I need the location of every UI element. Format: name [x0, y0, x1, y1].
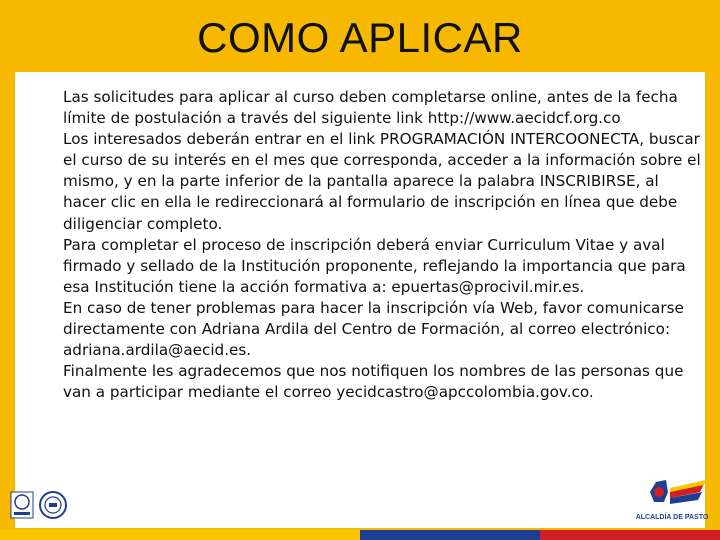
- flag-stripe: [0, 530, 720, 540]
- paragraph-3: Para completar el proceso de inscripción deberá enviar Curriculum Vitae y aval firmado y sellado de la Institución proponente, reflejando la importancia que para esa Institución tiene la acción formativa a: epuertas@procivil.mir.es.: [63, 235, 686, 296]
- paragraph-2: Los interesados deberán entrar en el link PROGRAMACIÓN INTERCOONECTA, buscar el curso de su interés en el mes que corresponda, acceder a la información sobre el mismo, y en la parte inferior de la pantalla aparece la palabra INSCRIBIRSE, al hacer clic en ella le redireccionará al formulario de inscripción en línea que debe diligenciar completo.: [63, 130, 701, 233]
- certification-seal-icon: [10, 488, 70, 524]
- paragraph-1: Las solicitudes para aplicar al curso deben completarse online, antes de la fecha límite de postulación a través del siguiente link http://www.aecidcf.org.co: [63, 88, 678, 128]
- paragraph-4: En caso de tener problemas para hacer la inscripción vía Web, favor comunicarse directamente con Adriana Ardila del Centro de Formación, al correo electrónico: adriana.ardila@aecid.es.: [63, 298, 684, 360]
- left-logos: [10, 488, 70, 524]
- municipal-logo: [634, 478, 710, 526]
- stripe-blue: [360, 530, 540, 540]
- stripe-red: [540, 530, 720, 540]
- paragraph-5: Finalmente les agradecemos que nos notifiquen los nombres de las personas que van a participar mediante el correo yecidcastro@apccolombia.gov.co.: [63, 362, 684, 402]
- municipal-logo-text: ALCALDÍA DE PASTO: [635, 514, 709, 521]
- stripe-yellow: [0, 530, 360, 540]
- slide-title: COMO APLICAR: [197, 14, 523, 61]
- body-text: [63, 87, 703, 403]
